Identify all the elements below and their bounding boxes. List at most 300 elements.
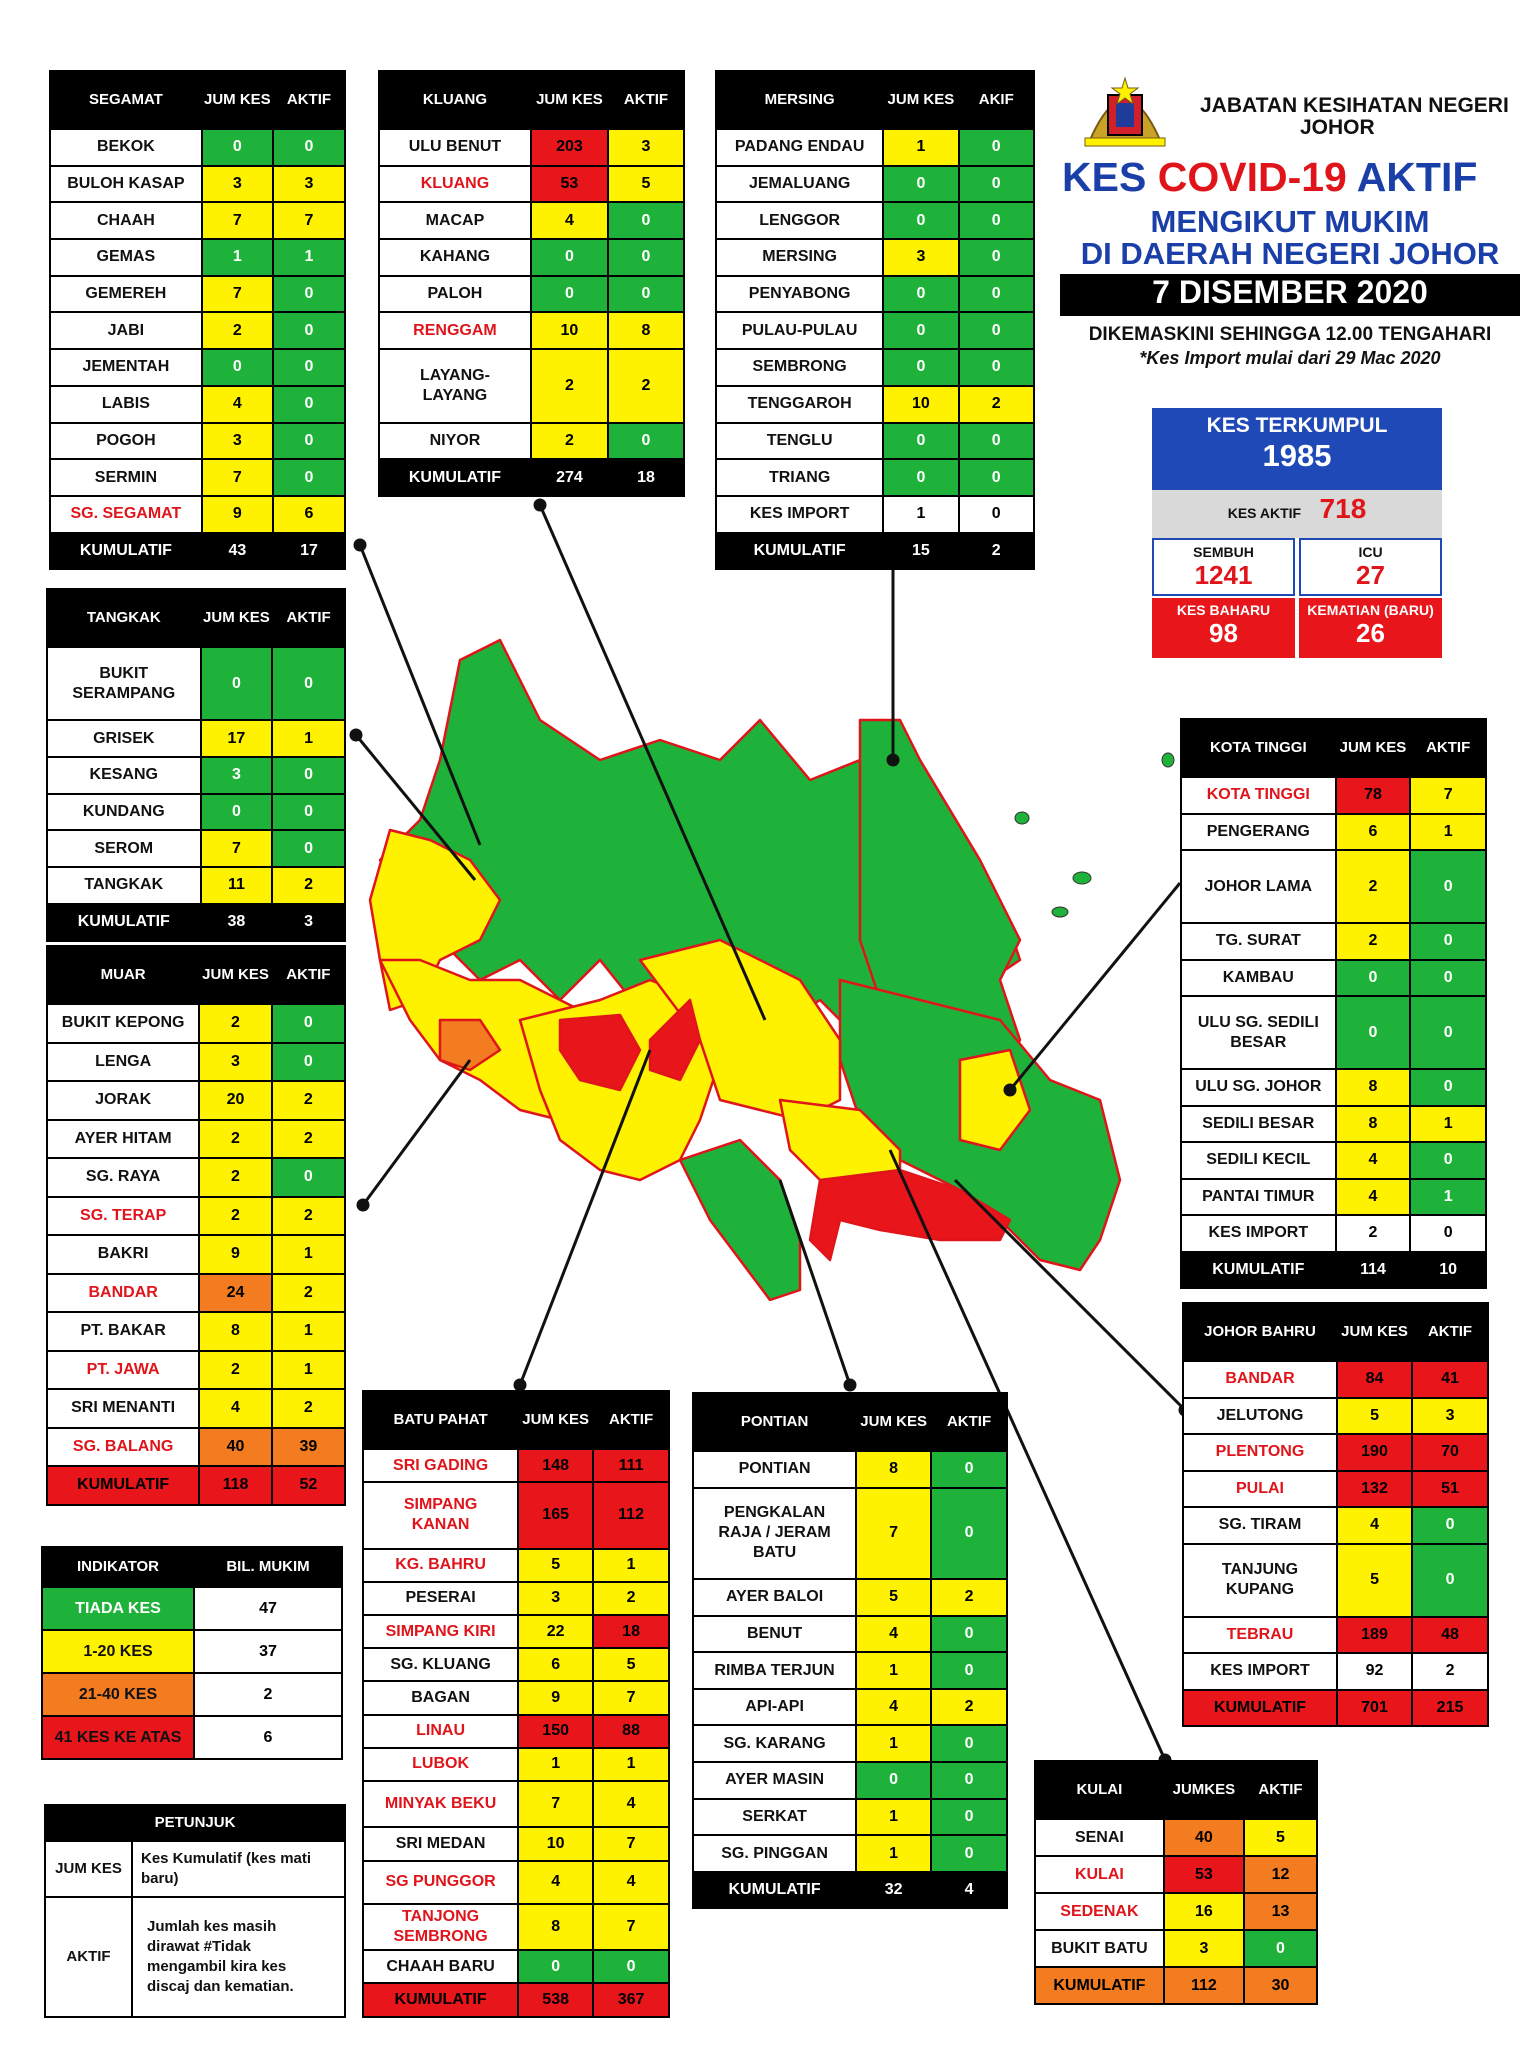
jum-kes-cell: 4 [1337, 1507, 1412, 1544]
table-row [1181, 1069, 1486, 1106]
petunjuk-table [44, 1804, 346, 2018]
jum-kes-cell: 0 [856, 1762, 931, 1799]
batu-pahat-header-0: BATU PAHAT [363, 1391, 518, 1449]
jum-kes-cell: 0 [883, 312, 958, 349]
kumulatif-jum-kes: 112 [1164, 1967, 1244, 2004]
jum-kes-cell: 84 [1337, 1361, 1412, 1398]
jum-kes-cell: 7 [856, 1488, 931, 1580]
aktif-cell: 0 [1244, 1930, 1317, 1967]
jum-kes-cell: 0 [883, 349, 958, 386]
aktif-cell: 1 [1410, 1106, 1486, 1143]
aktif-cell: 2 [931, 1689, 1007, 1726]
mukim-name: TRIANG [716, 459, 883, 496]
kulai-header-1: JUMKES [1164, 1761, 1244, 1819]
petunjuk-term-jumkes: JUM KES [45, 1841, 132, 1897]
aktif-cell: 0 [959, 496, 1034, 533]
mukim-name: PADANG ENDAU [716, 129, 883, 166]
mersing-header-2: AKIF [959, 71, 1034, 129]
table-row [379, 349, 684, 422]
jum-kes-cell: 3 [199, 1043, 271, 1082]
jum-kes-cell: 3 [883, 239, 958, 276]
mukim-name: BUKIT SERAMPANG [47, 647, 201, 720]
mukim-name: PANTAI TIMUR [1181, 1179, 1336, 1216]
table-row [693, 1835, 1007, 1872]
mersing-header-1: JUM KES [883, 71, 958, 129]
jum-kes-cell: 3 [1164, 1930, 1244, 1967]
kumulatif-label: KUMULATIF [1035, 1967, 1164, 2004]
aktif-cell: 1 [272, 1312, 345, 1351]
map-pontian-region [680, 1140, 800, 1300]
mukim-name: SEDILI BESAR [1181, 1106, 1336, 1143]
table-row [47, 867, 345, 904]
kumulatif-jum-kes: 114 [1336, 1252, 1411, 1289]
petunjuk-desc-aktif: Jumlah kes masih dirawat #Tidak mengambil kira kes discaj dan kematian. [132, 1897, 345, 2017]
map-island-tinggi [1073, 872, 1091, 884]
aktif-cell: 0 [272, 1158, 345, 1197]
jum-kes-cell: 11 [201, 867, 273, 904]
table-row [47, 1351, 345, 1390]
indikator-count: 37 [194, 1630, 342, 1673]
kumulatif-label: KUMULATIF [379, 459, 531, 496]
kluang-table [378, 70, 685, 497]
kulai-header-2: AKTIF [1244, 1761, 1317, 1819]
table-row [363, 1582, 669, 1615]
table-row [693, 1689, 1007, 1726]
mukim-name: PONTIAN [693, 1451, 856, 1488]
table-row [1183, 1507, 1488, 1544]
jum-kes-cell: 7 [201, 830, 273, 867]
subtitle-2: DI DAERAH NEGERI JOHOR [1080, 236, 1500, 271]
jum-kes-cell: 20 [199, 1081, 271, 1120]
table-row [716, 202, 1034, 239]
aktif-cell: 0 [608, 423, 684, 460]
aktif-cell: 1 [273, 239, 345, 276]
table-row [1035, 1856, 1317, 1893]
petunjuk-desc-jumkes: Kes Kumulatif (kes mati baru) [132, 1841, 345, 1897]
aktif-cell: 5 [608, 166, 684, 203]
jum-kes-cell: 2 [199, 1158, 271, 1197]
aktif-cell: 0 [931, 1799, 1007, 1836]
mukim-name: TEBRAU [1183, 1617, 1337, 1654]
jum-kes-cell: 40 [1164, 1819, 1244, 1856]
jum-kes-cell: 150 [518, 1715, 593, 1748]
jum-kes-cell: 4 [199, 1389, 271, 1428]
table-row [693, 1762, 1007, 1799]
kumulatif-aktif: 17 [273, 533, 345, 570]
kumulatif-row [47, 904, 345, 941]
jum-kes-cell: 53 [531, 166, 608, 203]
jum-kes-cell: 0 [883, 202, 958, 239]
jum-kes-cell: 1 [202, 239, 273, 276]
jum-kes-cell: 16 [1164, 1893, 1244, 1930]
table-row [363, 1482, 669, 1548]
petunjuk-term-aktif: AKTIF [45, 1897, 132, 2017]
mukim-name: JORAK [47, 1081, 199, 1120]
jum-kes-cell: 7 [202, 202, 273, 239]
muar-header-1: JUM KES [199, 946, 271, 1004]
table-row [363, 1904, 669, 1950]
aktif-cell: 0 [608, 202, 684, 239]
mukim-name: GRISEK [47, 720, 201, 757]
aktif-cell: 2 [931, 1579, 1007, 1616]
table-row [716, 496, 1034, 533]
aktif-cell: 6 [273, 496, 345, 533]
jum-kes-cell: 78 [1336, 777, 1411, 814]
jum-kes-cell: 4 [856, 1689, 931, 1726]
kumulatif-aktif: 4 [931, 1872, 1007, 1909]
jum-kes-cell: 8 [1336, 1106, 1411, 1143]
mukim-name: ULU SG. SEDILI BESAR [1181, 996, 1336, 1069]
map-island-aur [1162, 753, 1174, 767]
table-row [47, 647, 345, 720]
mukim-name: AYER HITAM [47, 1120, 199, 1159]
jum-kes-cell: 165 [518, 1482, 593, 1548]
mukim-name: NIYOR [379, 423, 531, 460]
indikator-label: 21-40 KES [42, 1673, 194, 1716]
mukim-name: SG. PINGGAN [693, 1835, 856, 1872]
jum-kes-cell: 40 [199, 1428, 271, 1467]
jum-kes-cell: 2 [199, 1197, 271, 1236]
indikator-label: 41 KES KE ATAS [42, 1716, 194, 1759]
jum-kes-cell: 189 [1337, 1617, 1412, 1654]
mukim-name: POGOH [50, 423, 202, 460]
jum-kes-cell: 0 [883, 423, 958, 460]
aktif-cell: 2 [272, 1389, 345, 1428]
baharu-panel [1152, 598, 1295, 658]
mukim-name: PESERAI [363, 1582, 518, 1615]
kumulatif-aktif: 367 [593, 1983, 669, 2016]
aktif-cell: 13 [1244, 1893, 1317, 1930]
dept-line-1: JABATAN KESIHATAN NEGERI [1200, 94, 1509, 117]
mukim-name: SEDILI KECIL [1181, 1142, 1336, 1179]
table-row [379, 312, 684, 349]
mukim-name: BENUT [693, 1616, 856, 1653]
jum-kes-cell: 2 [1336, 850, 1411, 923]
aktif-cell: 0 [593, 1950, 669, 1983]
jum-kes-cell: 10 [518, 1827, 593, 1860]
kota-tinggi-table [1180, 718, 1487, 1289]
jum-kes-cell: 2 [1336, 1215, 1411, 1252]
kumulatif-label: KUMULATIF [50, 533, 202, 570]
kluang-header-2: AKTIF [608, 71, 684, 129]
table-row [50, 312, 345, 349]
jum-kes-cell: 8 [518, 1904, 593, 1950]
baharu-value: 98 [1209, 618, 1238, 648]
mukim-name: KLUANG [379, 166, 531, 203]
indikator-label: 1-20 KES [42, 1630, 194, 1673]
kumulatif-aktif: 18 [608, 459, 684, 496]
aktif-panel [1152, 490, 1442, 538]
kumulatif-label: KUMULATIF [363, 1983, 518, 2016]
table-row [47, 1389, 345, 1428]
aktif-cell: 111 [593, 1449, 669, 1482]
mukim-name: SRI GADING [363, 1449, 518, 1482]
jum-kes-cell: 0 [201, 647, 273, 720]
table-row [1183, 1398, 1488, 1435]
aktif-cell: 0 [273, 423, 345, 460]
aktif-cell: 0 [959, 423, 1034, 460]
table-row [1183, 1617, 1488, 1654]
segamat-table [49, 70, 346, 570]
table-row [363, 1648, 669, 1681]
aktif-cell: 7 [273, 202, 345, 239]
mukim-name: TG. SURAT [1181, 923, 1336, 960]
table-row [50, 349, 345, 386]
table-row [47, 794, 345, 831]
header [1060, 66, 1520, 386]
aktif-cell: 2 [608, 349, 684, 422]
aktif-cell: 0 [273, 129, 345, 166]
jum-kes-cell: 2 [1336, 923, 1411, 960]
mukim-name: MINYAK BEKU [363, 1781, 518, 1827]
aktif-cell: 3 [1412, 1398, 1488, 1435]
jum-kes-cell: 0 [531, 239, 608, 276]
kumulatif-row [1035, 1967, 1317, 2004]
jum-kes-cell: 5 [856, 1579, 931, 1616]
aktif-cell: 0 [1412, 1507, 1488, 1544]
johor-bahru-header-1: JUM KES [1337, 1303, 1412, 1361]
table-row [1183, 1653, 1488, 1690]
aktif-cell: 0 [272, 794, 345, 831]
kluang-header-0: KLUANG [379, 71, 531, 129]
jum-kes-cell: 10 [531, 312, 608, 349]
aktif-cell: 0 [931, 1725, 1007, 1762]
jum-kes-cell: 53 [1164, 1856, 1244, 1893]
mukim-name: TENGGAROH [716, 386, 883, 423]
jum-kes-cell: 3 [202, 423, 273, 460]
jum-kes-cell: 3 [518, 1582, 593, 1615]
summary-box [1152, 408, 1442, 658]
mukim-name: JEMALUANG [716, 166, 883, 203]
table-row [50, 423, 345, 460]
jum-kes-cell: 6 [518, 1648, 593, 1681]
mukim-name: LAYANG-LAYANG [379, 349, 531, 422]
jum-kes-cell: 0 [883, 276, 958, 313]
mukim-name: MERSING [716, 239, 883, 276]
map-island-sibu [1052, 907, 1068, 917]
mukim-name: SIMPANG KIRI [363, 1615, 518, 1648]
aktif-cell: 0 [931, 1652, 1007, 1689]
table-row [379, 276, 684, 313]
tangkak-header-2: AKTIF [272, 589, 345, 647]
jum-kes-cell: 7 [202, 459, 273, 496]
kematian-value: 26 [1356, 618, 1385, 648]
mukim-name: ULU BENUT [379, 129, 531, 166]
table-row [1181, 1179, 1486, 1216]
mukim-name: KES IMPORT [1183, 1653, 1337, 1690]
mukim-name: SRI MEDAN [363, 1827, 518, 1860]
jum-kes-cell: 1 [856, 1725, 931, 1762]
aktif-cell: 4 [593, 1781, 669, 1827]
jum-kes-cell: 132 [1337, 1471, 1412, 1508]
jum-kes-cell: 0 [883, 459, 958, 496]
jum-kes-cell: 7 [202, 276, 273, 313]
mukim-name: GEMEREH [50, 276, 202, 313]
table-row [1181, 996, 1486, 1069]
mukim-name: BUKIT KEPONG [47, 1004, 199, 1043]
table-row [379, 166, 684, 203]
mukim-name: BAKRI [47, 1235, 199, 1274]
aktif-cell: 2 [272, 1197, 345, 1236]
table-row [47, 1004, 345, 1043]
mukim-name: KESANG [47, 757, 201, 794]
jum-kes-cell: 2 [202, 312, 273, 349]
import-note: *Kes Import mulai dari 29 Mac 2020 [1139, 348, 1441, 368]
mukim-name: SG. SEGAMAT [50, 496, 202, 533]
aktif-cell: 48 [1412, 1617, 1488, 1654]
indikator-row [42, 1630, 342, 1673]
aktif-cell: 18 [593, 1615, 669, 1648]
aktif-cell: 0 [272, 1043, 345, 1082]
mukim-name: SEMBRONG [716, 349, 883, 386]
jum-kes-cell: 4 [531, 202, 608, 239]
jum-kes-cell: 9 [199, 1235, 271, 1274]
indikator-count: 6 [194, 1716, 342, 1759]
aktif-cell: 5 [593, 1648, 669, 1681]
mukim-name: AYER BALOI [693, 1579, 856, 1616]
aktif-cell: 1 [272, 1351, 345, 1390]
kumulatif-jum-kes: 701 [1337, 1690, 1412, 1727]
mukim-name: LABIS [50, 386, 202, 423]
pontian-header-2: AKTIF [931, 1393, 1007, 1451]
jum-kes-cell: 2 [531, 423, 608, 460]
table-row [47, 1120, 345, 1159]
mukim-name: GEMAS [50, 239, 202, 276]
table-row [1035, 1930, 1317, 1967]
table-row [1183, 1544, 1488, 1617]
kumulatif-row [716, 533, 1034, 570]
mukim-name: CHAAH [50, 202, 202, 239]
table-row [1183, 1471, 1488, 1508]
aktif-cell: 4 [593, 1861, 669, 1904]
aktif-cell: 70 [1412, 1434, 1488, 1471]
jum-kes-cell: 0 [531, 276, 608, 313]
aktif-cell: 51 [1412, 1471, 1488, 1508]
mukim-name: BEKOK [50, 129, 202, 166]
jum-kes-cell: 1 [883, 129, 958, 166]
segamat-header-1: JUM KES [202, 71, 273, 129]
aktif-cell: 5 [1244, 1819, 1317, 1856]
tangkak-header-1: JUM KES [201, 589, 273, 647]
table-row [716, 166, 1034, 203]
jum-kes-cell: 2 [199, 1120, 271, 1159]
jum-kes-cell: 2 [199, 1351, 271, 1390]
mukim-name: CHAAH BARU [363, 1950, 518, 1983]
jum-kes-cell: 190 [1337, 1434, 1412, 1471]
table-row [47, 1428, 345, 1467]
mukim-name: RENGGAM [379, 312, 531, 349]
aktif-cell: 0 [959, 349, 1034, 386]
kulai-table [1034, 1760, 1318, 2005]
aktif-cell: 0 [959, 239, 1034, 276]
update-note: DIKEMASKINI SEHINGGA 12.00 TENGAHARI [1088, 324, 1492, 345]
mukim-name: BANDAR [1183, 1361, 1337, 1398]
aktif-cell: 3 [608, 129, 684, 166]
segamat-header-2: AKTIF [273, 71, 345, 129]
mukim-name: TANJONG SEMBRONG [363, 1904, 518, 1950]
mukim-name: KUNDANG [47, 794, 201, 831]
aktif-cell: 7 [593, 1681, 669, 1714]
aktif-cell: 39 [272, 1428, 345, 1467]
table-row [50, 386, 345, 423]
jum-kes-cell: 9 [518, 1681, 593, 1714]
kota-tinggi-header-0: KOTA TINGGI [1181, 719, 1336, 777]
mukim-name: JELUTONG [1183, 1398, 1337, 1435]
table-row [363, 1781, 669, 1827]
johor-bahru-header-0: JOHOR BAHRU [1183, 1303, 1337, 1361]
jum-kes-cell: 1 [883, 496, 958, 533]
kumulatif-jum-kes: 38 [201, 904, 273, 941]
table-row [1181, 777, 1486, 814]
mukim-name: JABI [50, 312, 202, 349]
jum-kes-cell: 0 [202, 129, 273, 166]
kumulatif-label: KUMULATIF [47, 904, 201, 941]
aktif-value: 718 [1319, 493, 1367, 524]
kumulatif-aktif: 30 [1244, 1967, 1317, 2004]
jum-kes-cell: 1 [856, 1835, 931, 1872]
table-row [379, 239, 684, 276]
main-title [1062, 154, 1522, 201]
kumulatif-jum-kes: 43 [202, 533, 273, 570]
table-row [716, 423, 1034, 460]
mukim-name: PT. JAWA [47, 1351, 199, 1390]
table-row [1181, 814, 1486, 851]
mukim-name: SG. TERAP [47, 1197, 199, 1236]
mukim-name: PENYABONG [716, 276, 883, 313]
mukim-name: JEMENTAH [50, 349, 202, 386]
tangkak-table [46, 588, 346, 942]
table-row [47, 1312, 345, 1351]
mukim-name: SG. KLUANG [363, 1648, 518, 1681]
table-row [693, 1579, 1007, 1616]
table-row [363, 1950, 669, 1983]
jum-kes-cell: 0 [201, 794, 273, 831]
indikator-count: 47 [194, 1587, 342, 1630]
table-row [363, 1449, 669, 1482]
mukim-name: TANJUNG KUPANG [1183, 1544, 1337, 1617]
kumulatif-row [1181, 1252, 1486, 1289]
aktif-cell: 112 [593, 1482, 669, 1548]
jum-kes-cell: 9 [202, 496, 273, 533]
mukim-name: SERKAT [693, 1799, 856, 1836]
aktif-cell: 2 [1412, 1653, 1488, 1690]
jum-kes-cell: 8 [1336, 1069, 1411, 1106]
table-row [50, 129, 345, 166]
kumulatif-row [363, 1983, 669, 2016]
indikator-row [42, 1673, 342, 1716]
tangkak-header-0: TANGKAK [47, 589, 201, 647]
aktif-cell: 0 [1410, 923, 1486, 960]
jum-kes-cell: 0 [883, 166, 958, 203]
pontian-header-0: PONTIAN [693, 1393, 856, 1451]
kumulatif-jum-kes: 274 [531, 459, 608, 496]
sembuh-label: SEMBUH [1193, 544, 1254, 560]
table-row [363, 1827, 669, 1860]
aktif-cell: 1 [272, 720, 345, 757]
mukim-name: LENGGOR [716, 202, 883, 239]
aktif-cell: 7 [1410, 777, 1486, 814]
jum-kes-cell: 3 [202, 166, 273, 203]
table-row [693, 1725, 1007, 1762]
table-row [363, 1615, 669, 1648]
table-row [1035, 1893, 1317, 1930]
mukim-name: LUBOK [363, 1748, 518, 1781]
kumulatif-row [50, 533, 345, 570]
mukim-name: BAGAN [363, 1681, 518, 1714]
mukim-name: KAMBAU [1181, 960, 1336, 997]
aktif-cell: 0 [931, 1451, 1007, 1488]
aktif-cell: 1 [1410, 814, 1486, 851]
